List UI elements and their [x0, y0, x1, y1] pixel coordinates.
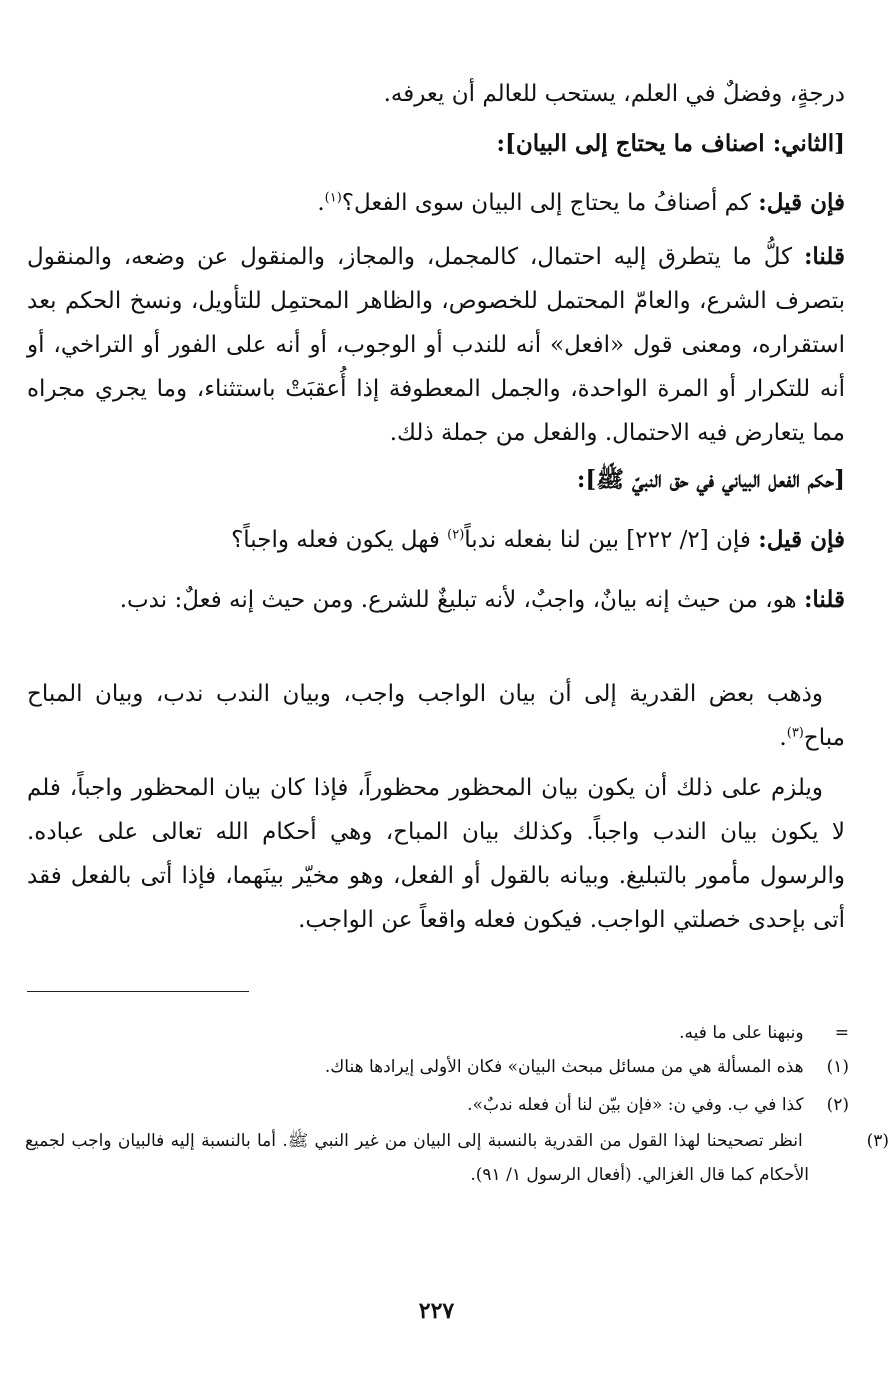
paragraph-qadariyya — [27, 672, 845, 760]
footnote-ref-2[interactable]: (٢) — [447, 527, 465, 543]
footnote-continuation — [25, 1016, 849, 1050]
answer-lead: قلنا: — [803, 243, 845, 270]
footnote-number: = — [834, 1023, 849, 1043]
question-lead: فإن قيل: — [758, 189, 845, 216]
footnote-ref-1[interactable]: (١) — [324, 190, 342, 206]
section-heading-prophet-act — [27, 458, 845, 502]
footnote-number: (٢) — [826, 1095, 849, 1115]
paragraph-question-1 — [27, 181, 845, 225]
heading-text: [حكم الفعل البياني في حق النبيّ ﷺ]: — [576, 466, 845, 493]
footnote-separator — [27, 991, 249, 992]
question-lead: فإن قيل: — [758, 526, 845, 553]
section-heading-categories — [27, 122, 845, 166]
paragraph-text: ويلزم على ذلك أن يكون بيان المحظور محظوراً، فإذا كان بيان المحظور واجباً، فلم لا يكون بيان الندب واجباً. وكذلك بيان المباح، وهي أحكام الله تعالى على عباده. والرسول مأمور بالتبليغ. وبيانه بالقول أو الفعل، وهو مخيّر بينَهما، فإذا أتى بالفعل فقد أتى بإحدى خصلتي الواجب. فيكون فعله واقعاً عن الواجب. — [27, 775, 845, 933]
paragraph-question-2 — [27, 518, 845, 562]
paragraph-implication — [27, 766, 845, 942]
heading-text: [الثاني: اصناف ما يحتاج إلى البيان]: — [496, 130, 845, 157]
paragraph-tail: . — [779, 725, 787, 751]
paragraph-text: درجةٍ، وفضلٌ في العلم، يستحب للعالم أن يعرفه. — [383, 81, 845, 107]
paragraph-text: كم أصنافُ ما يحتاج إلى البيان سوى الفعل؟ — [341, 190, 759, 216]
paragraph-answer-1 — [27, 235, 845, 455]
footnote-3 — [25, 1124, 889, 1192]
paragraph-text: كلُّ ما يتطرق إليه احتمال، كالمجمل، والمجاز، والمنقول عن وضعه، والمنقول بتصرف الشرع، والعامّ المحتمل للخصوص، والظاهر المحتمِل للتأويل، ونسخ الحكم بعد استقراره، ومعنى قول «افعل» أنه للندب أو الوجوب، أو أنه على الفور أو التراخي، أو أنه للتكرار أو المرة الواحدة، والجمل المعطوفة إذا أُعقبَتْ باستثناء، وما يجري مجراه مما يتعارض فيه الاحتمال. والفعل من جملة ذلك. — [27, 244, 845, 446]
paragraph-text: وذهب بعض القدرية إلى أن بيان الواجب واجب، وبيان الندب ندب، وبيان المباح مباح — [27, 681, 845, 751]
footnote-text: هذه المسألة هي من مسائل مبحث البيان» فكان الأولى إيرادها هناك. — [324, 1057, 804, 1077]
footnote-2 — [25, 1088, 849, 1122]
answer-lead: قلنا: — [803, 586, 845, 613]
paragraph-text: هو، من حيث إنه بيانٌ، واجبٌ، لأنه تبليغٌ للشرع. ومن حيث إنه فعلٌ: ندب. — [119, 587, 804, 613]
footnote-ref-3[interactable]: (٣) — [786, 725, 804, 741]
paragraph-tail: . — [317, 190, 325, 216]
footnote-number: (٣) — [866, 1131, 889, 1151]
footnote-text: انظر تصحيحنا لهذا القول من القدرية بالنسبة إلى البيان من غير النبي ﷺ. أما بالنسبة إليه فالبيان واجب لجميع الأحكام كما قال الغزالي. (أفعال الرسول ١/ ٩١). — [25, 1131, 809, 1185]
paragraph-tail: فهل يكون فعله واجباً؟ — [231, 527, 448, 553]
footnote-1 — [25, 1050, 849, 1084]
page-number: ٢٢٧ — [418, 1298, 455, 1324]
footnote-number: (١) — [826, 1057, 849, 1077]
paragraph-continuation — [27, 72, 845, 116]
paragraph-text: فإن [٢/ ٢٢٢] بين لنا بفعله ندباً — [464, 527, 759, 553]
paragraph-answer-2 — [27, 578, 845, 622]
footnote-text: ونبهنا على ما فيه. — [679, 1023, 804, 1043]
footnote-text: كذا في ب. وفي ن: «فإن بيّن لنا أن فعله ندبٌ». — [467, 1095, 804, 1115]
